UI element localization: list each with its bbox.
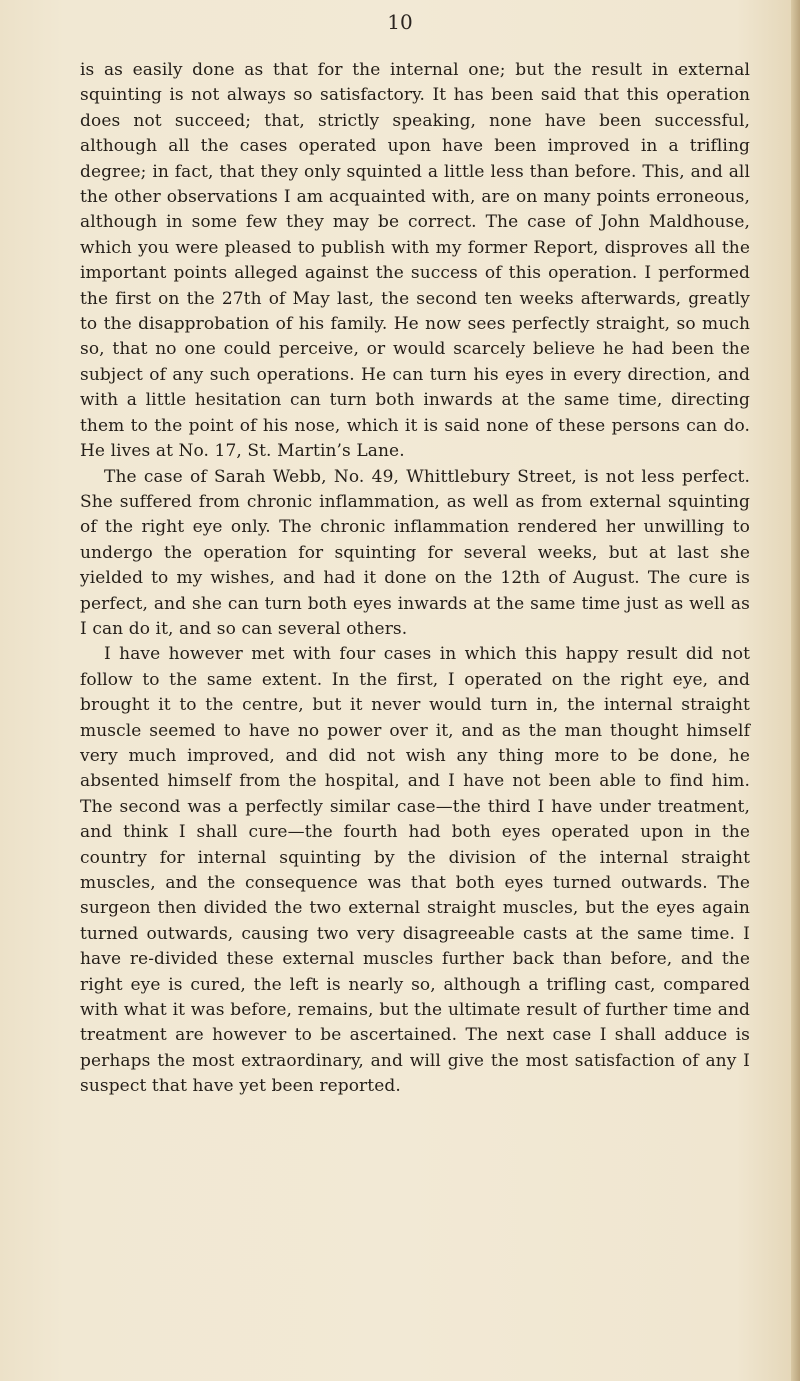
- paragraph-2: The case of Sarah Webb, No. 49, Whittlebury Street, is not less perfect. She suffered from chronic inflammation, as well as from external squinting of the right eye only. The chronic inflammation rendered her unwilling to undergo the operation for squinting for several weeks, but at last she yielded to my wishes, and had it done on the 12th of August. The cure is perfect, and she can turn both eyes inwards at the same time just as well as I can do it, and so can several others.: [80, 466, 750, 639]
- body-text: [80, 58, 750, 1100]
- page-number: 10: [387, 10, 413, 34]
- paragraph-1: is as easily done as that for the internal one; but the result in external squinting is not always so satisfactory. It has been said that this operation does not succeed; that, strictly speaking, none have been successful, although all the cases operated upon have been improved in a trifling degree; in fact, that they only squinted a little less than before. This, and all the other observations I am acquainted with, are on many points erroneous, although in some few they may be correct. The case of John Maldhouse, which you were pleased to publish with my former Report, disproves all the important points alleged against the success of this operation. I performed the first on the 27th of May last, the second ten weeks afterwards, greatly to the disapprobation of his family. He now sees perfectly straight, so much so, that no one could perceive, or would scarcely believe he had been the subject of any such operations. He can turn his eyes in every direction, and with a little hesitation can turn both inwards at the same time, directing them to the point of his nose, which it is said none of these persons can do. He lives at No. 17, St. Martin’s Lane.: [80, 60, 750, 462]
- paragraph-3: I have however met with four cases in which this happy result did not follow to the same extent. In the first, I operated on the right eye, and brought it to the centre, but it never would turn in, the internal straight muscle seemed to have no power over it, and as the man thought himself very much improved, and did not wish any thing more to be done, he absented himself from the hospital, and I have not been able to find him. The second was a perfectly similar case—the third I have under treatment, and think I shall cure—the fourth had both eyes operated upon in the country for internal squinting by the division of the internal straight muscles, and the consequence was that both eyes turned outwards. The surgeon then divided the two external straight muscles, but the eyes again turned outwards, causing two very disagreeable casts at the same time. I have re-divided these external muscles further back than before, and the right eye is cured, the left is nearly so, although a trifling cast, compared with what it was before, remains, but the ultimate result of further time and treatment are however to be ascertained. The next case I shall adduce is perhaps the most extraordinary, and will give the most satisfaction of any I suspect that have yet been reported.: [80, 644, 750, 1097]
- page-edge: [791, 0, 800, 1381]
